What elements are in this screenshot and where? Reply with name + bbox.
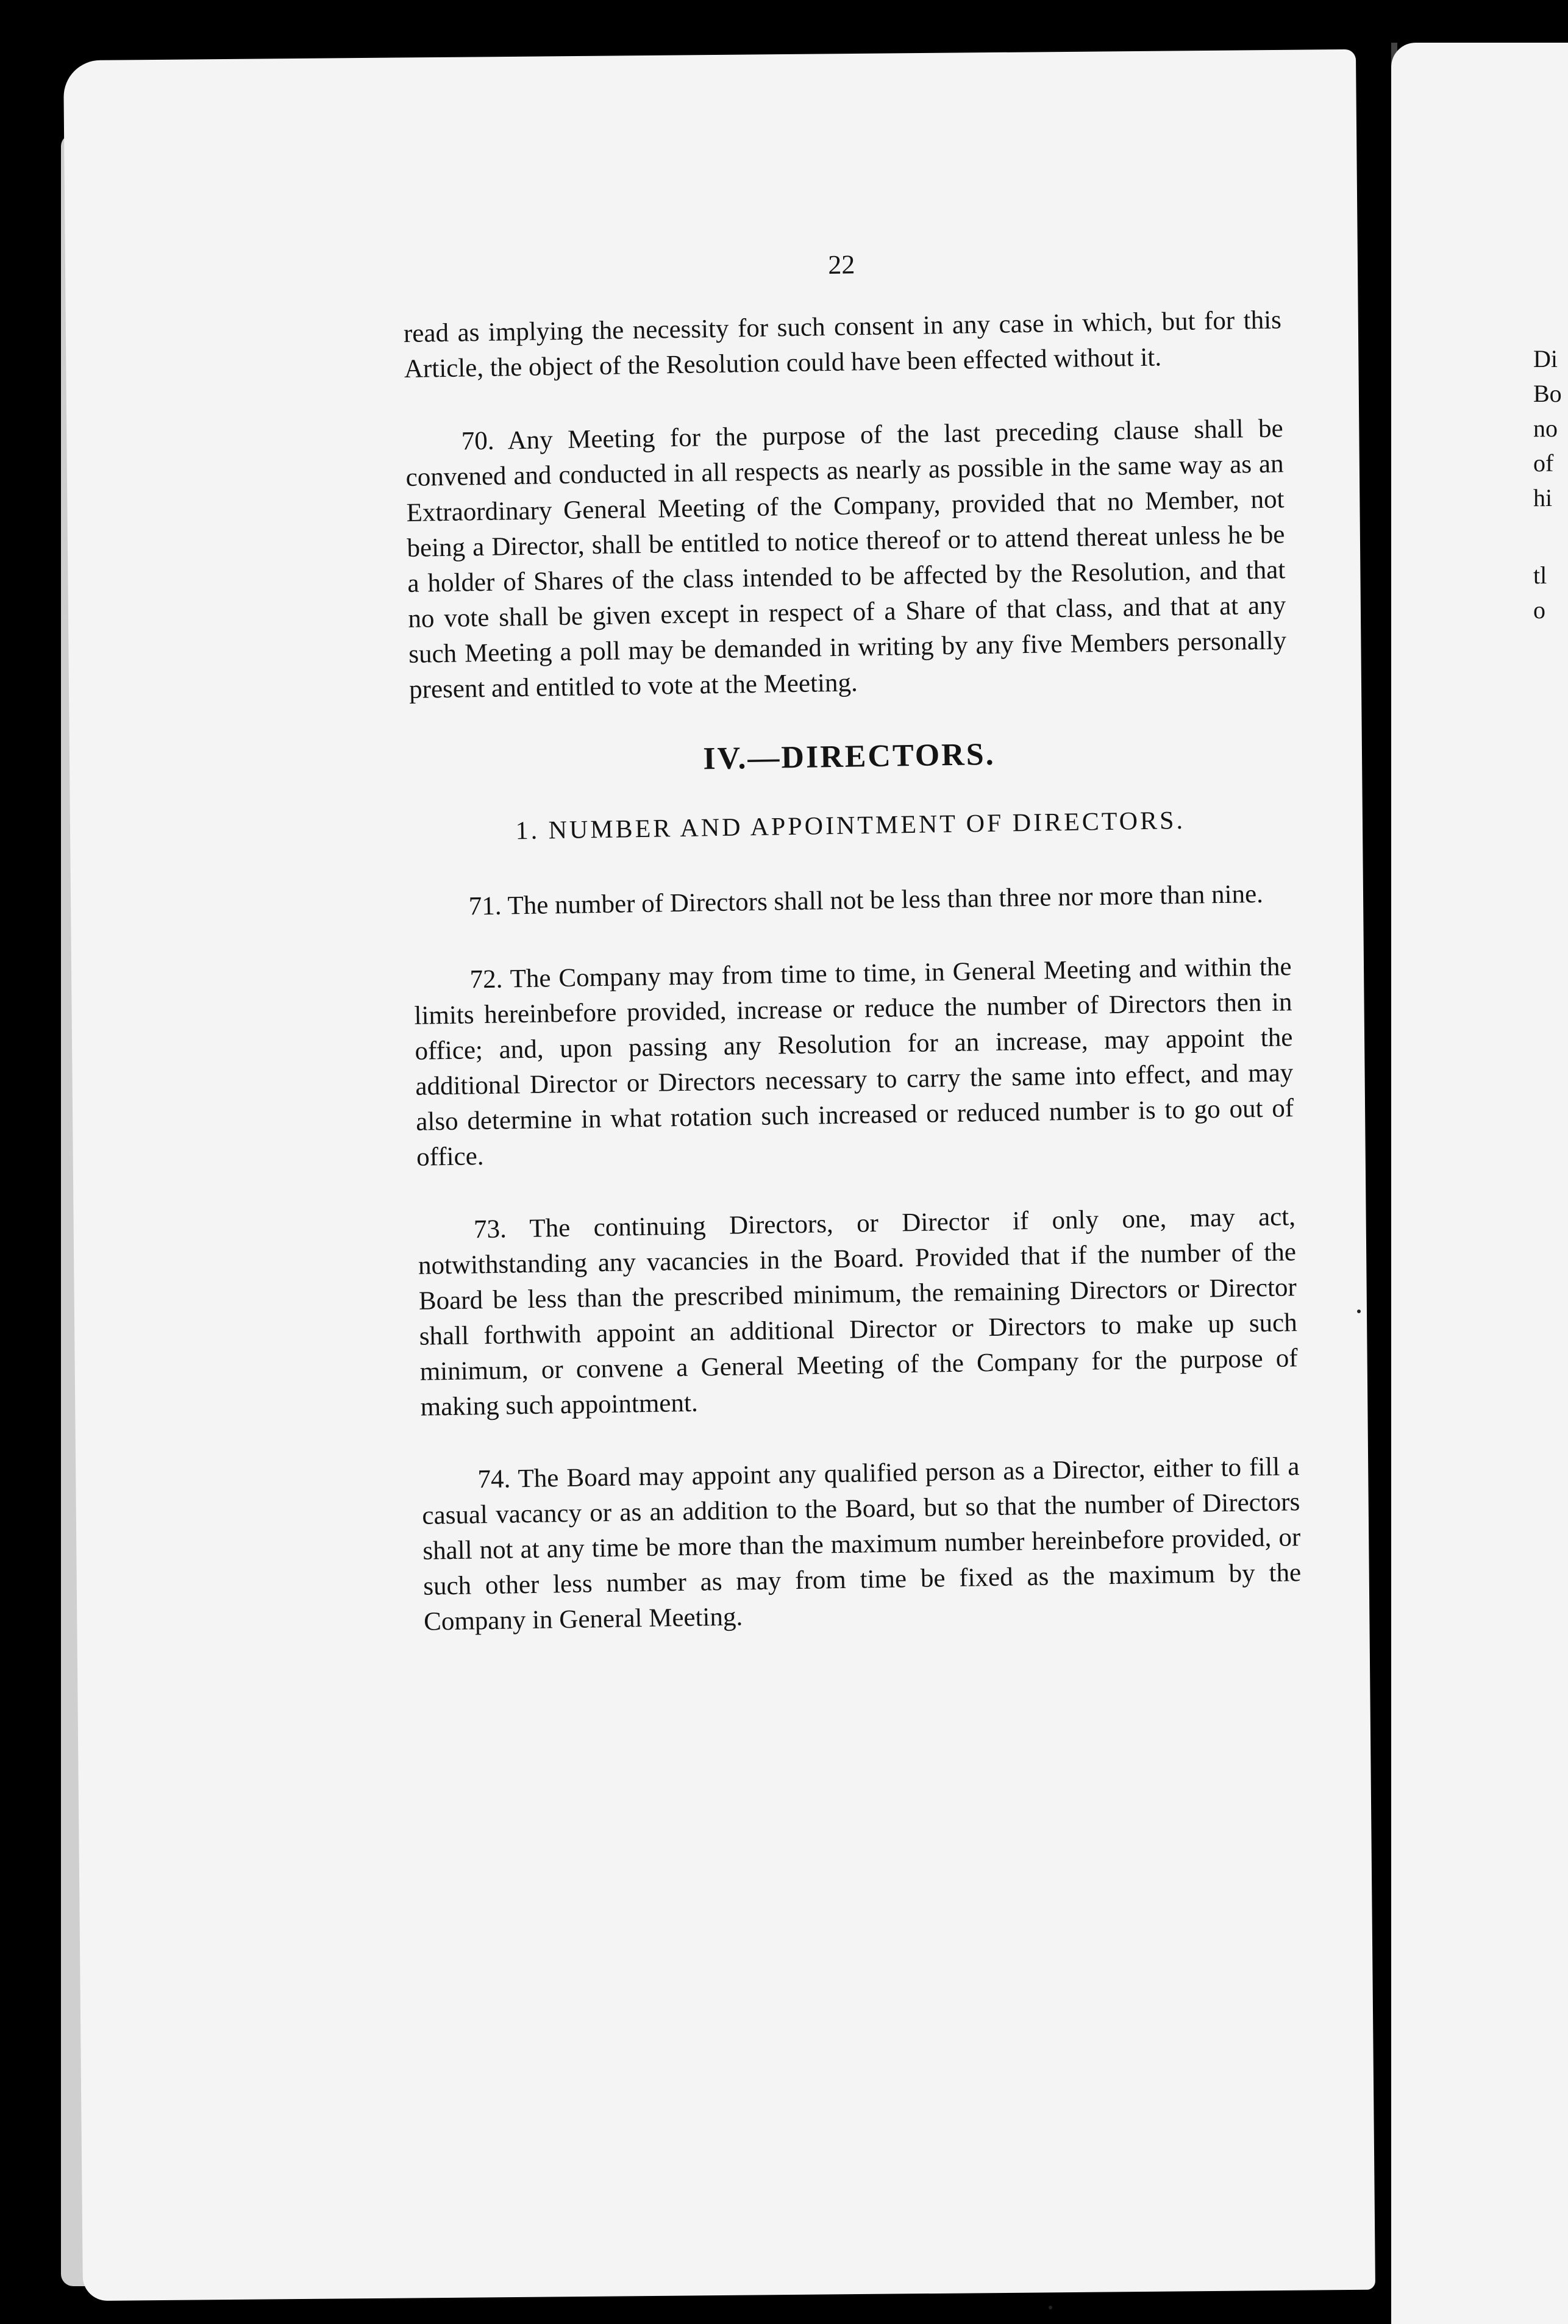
clause-73 <box>418 1199 1299 1425</box>
clause-number: 73. <box>473 1214 507 1244</box>
clause-text: The number of Directors shall not be less than three nor more than nine. <box>507 879 1264 921</box>
fragment-line: of <box>1533 449 1554 477</box>
carryover-paragraph: read as implying the necessity for such consent in any case in which, but for this Article, the object of the Resolution could have been effected without it. <box>403 305 1282 383</box>
facing-page-text <box>1533 341 1568 627</box>
page-number: 22 <box>827 249 855 280</box>
clause-text: The continuing Directors, or Director if only one, may act, notwithstanding any vacancies in the Board. Provided that if the number of the Board be less than the prescribed minimum, the remaining Directors or Director shall forthwith appoint an additional Director or Directors to make up such minimum, or convene a General Meeting of the Company for the purpose of making such appointment. <box>418 1202 1298 1422</box>
clause-text: The Board may appoint any qualified person as a Director, either to fill a casual vacancy or as an addition to the Board, but so that the number of Directors shall not at any time be more than the maximum number hereinbefore provided, or such other less number as may from time be fixed as the maximum by the Company in General Meeting. <box>422 1452 1302 1636</box>
fragment-line: Di <box>1533 345 1558 372</box>
clause-number: 74. <box>477 1464 511 1494</box>
clause-number: 70. <box>461 426 494 456</box>
fragment-line: hi <box>1533 484 1553 511</box>
clause-71 <box>412 876 1291 925</box>
clause-74 <box>421 1449 1302 1640</box>
clause-70 <box>405 411 1287 708</box>
fragment-gap <box>1533 515 1568 558</box>
clause-text: The Company may from time to time, in General Meeting and within the limits hereinbefore provided, increase or reduce the number of Directors then in office; and, upon passing any Resolution for an increase, may appoint the additional Director or Directors necessary to carry the same into effect, and may also determine in what rotation such increased or reduced number is to go out of office. <box>414 952 1294 1172</box>
paper-speck <box>1357 1310 1361 1313</box>
fragment-line: tl <box>1533 561 1547 589</box>
clause-text: Any Meeting for the purpose of the last preceding clause shall be convened and conducted in all respects as nearly as possible in the same way as an Extraordinary General Meeting of the Company, provided that no Member, not being a Director, shall be entitled to notice thereof or to attend thereat unless he be a holder of Shares of the class intended to be affected by the Resolution, and that no vote shall be given except in respect of a Share of that class, and that at any such Meeting a poll may be demanded in writing by any five Members personally present and entitled to vote at the Meeting. <box>405 414 1287 704</box>
subsection-heading: 1. NUMBER AND APPOINTMENT OF DIRECTORS. <box>515 806 1186 846</box>
section-heading: IV.—DIRECTORS. <box>702 736 996 777</box>
paper-speck <box>1049 2306 1052 2309</box>
fragment-line: o <box>1533 596 1545 624</box>
clause-72 <box>413 949 1294 1175</box>
clause-number: 72. <box>469 964 503 994</box>
clause-number: 71. <box>468 891 502 921</box>
fragment-line: no <box>1533 415 1558 442</box>
fragment-line: Bo <box>1533 380 1562 407</box>
page-content <box>402 242 1302 1677</box>
